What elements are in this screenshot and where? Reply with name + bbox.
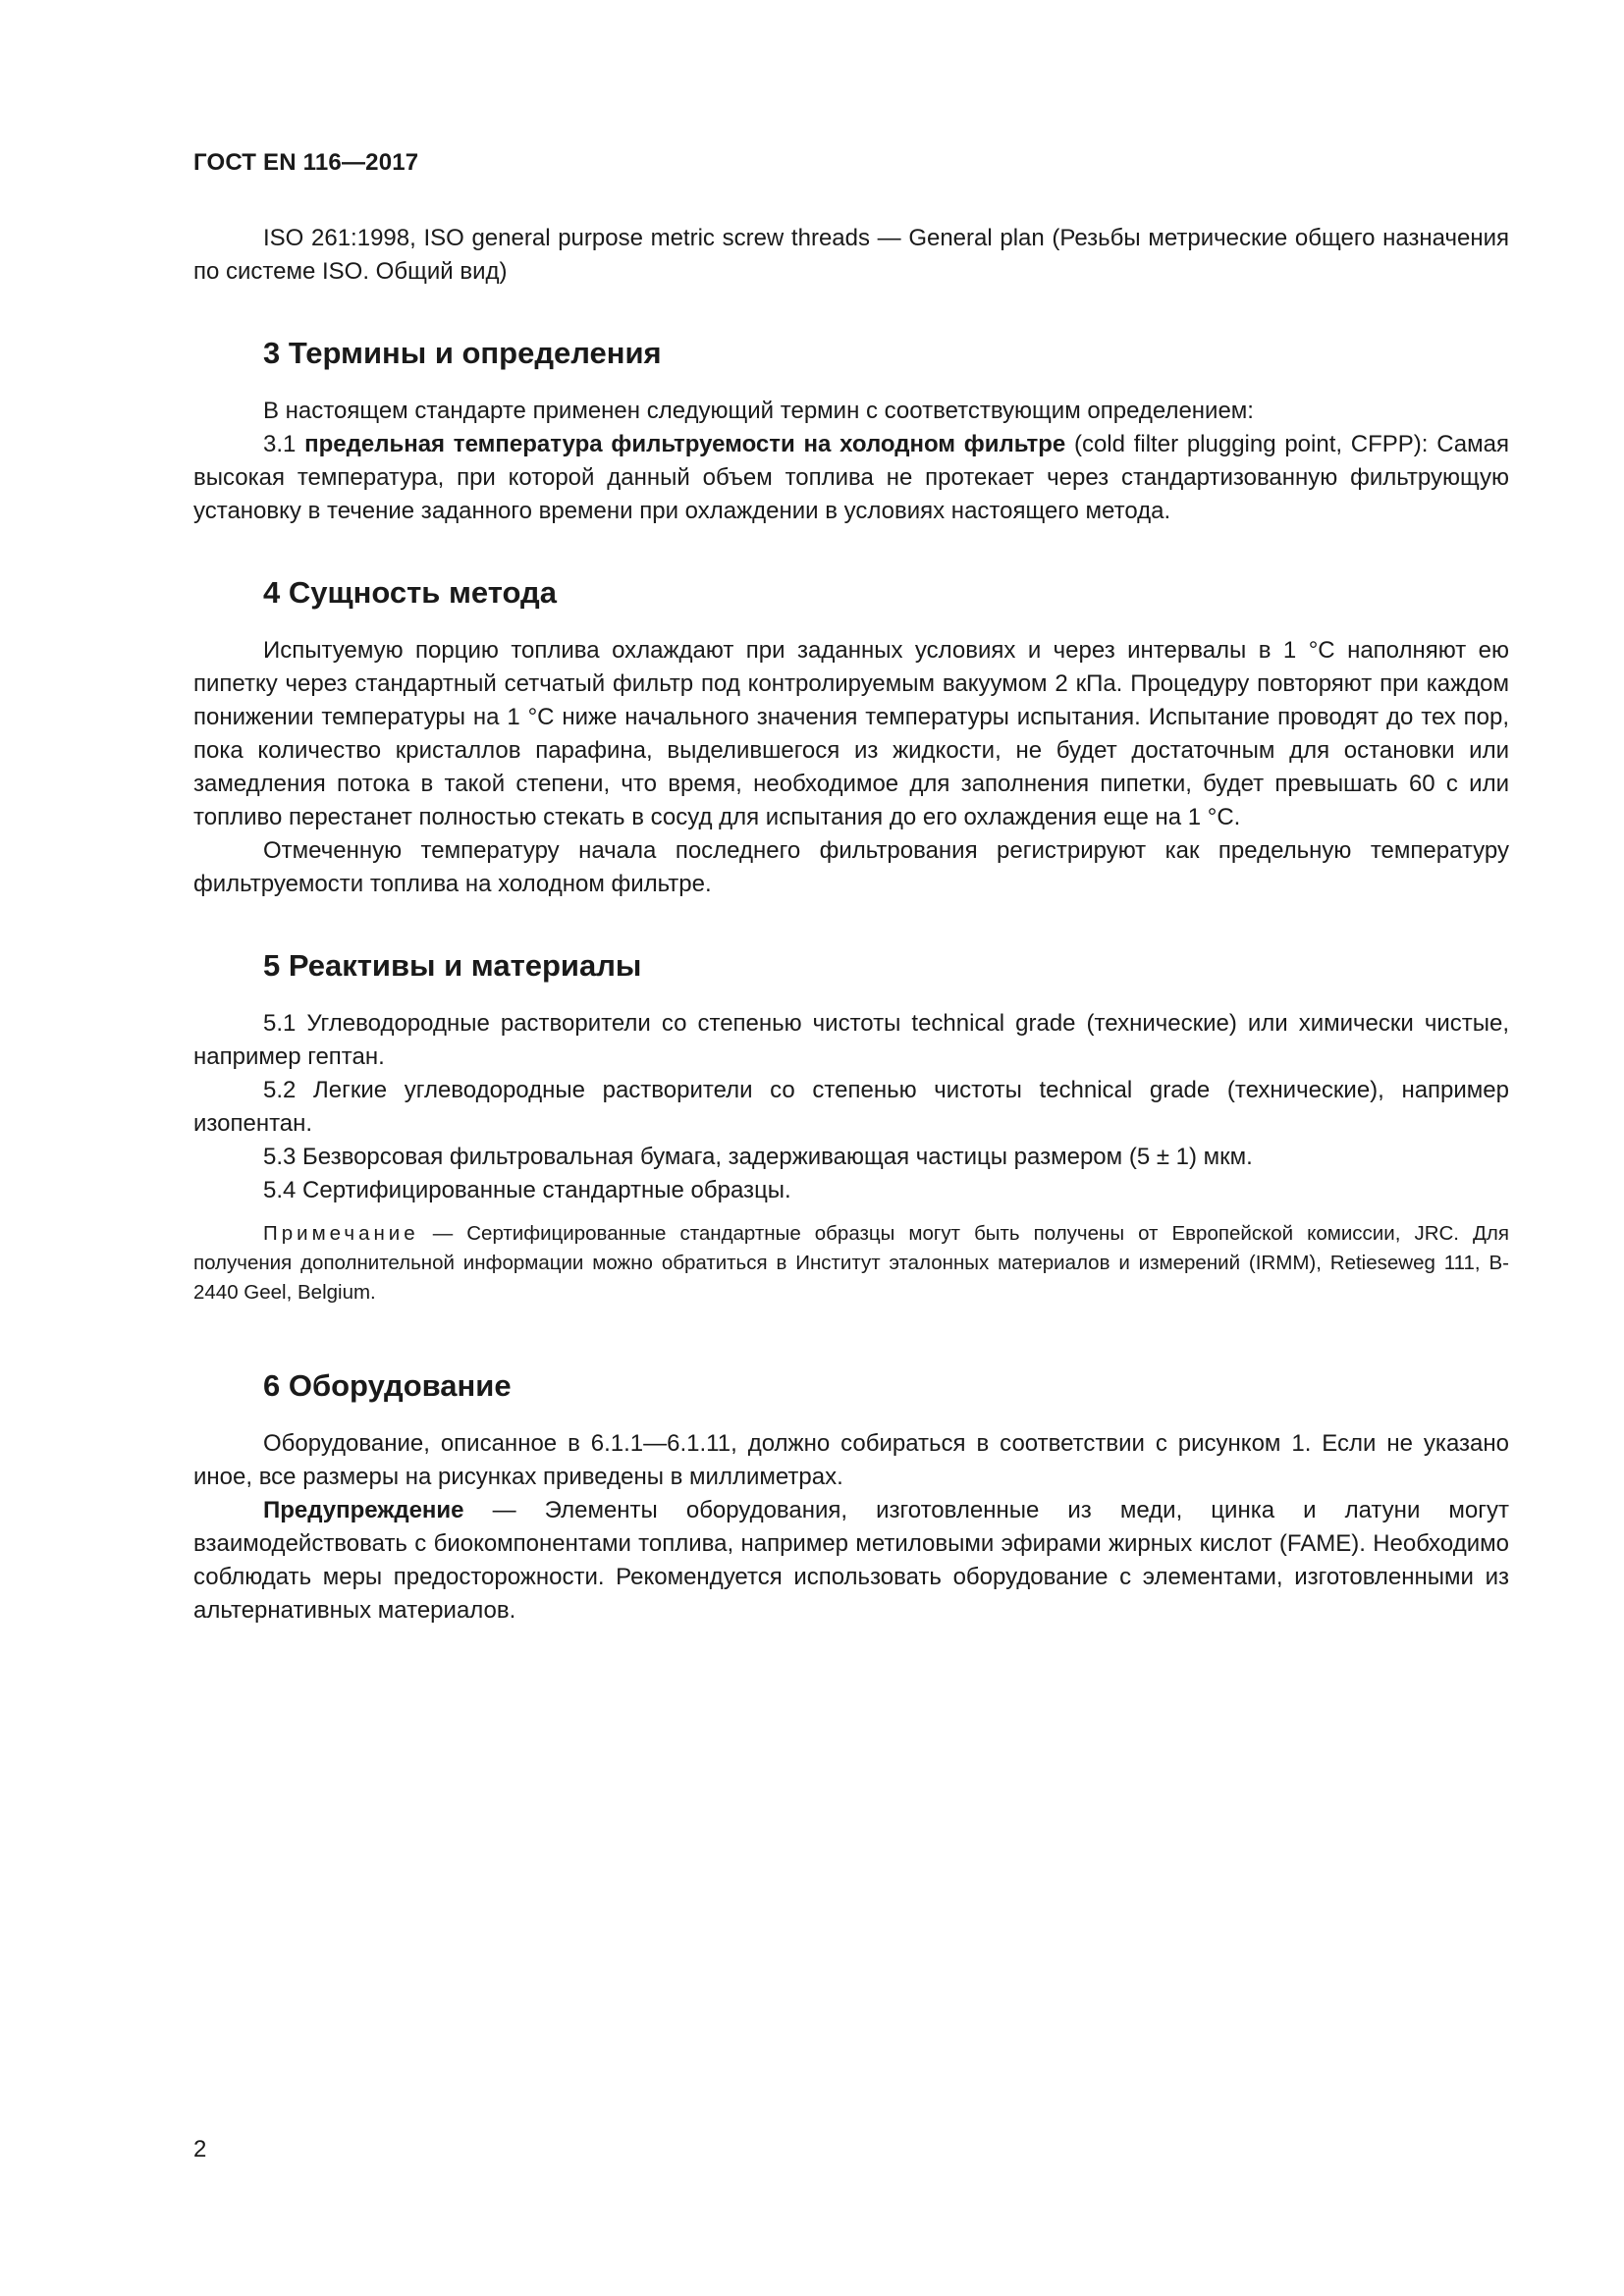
section-6-title: 6 Оборудование <box>263 1368 512 1403</box>
term-description: (cold filter plugging point, CFPP): Самая высокая температура, при которой данный объем топлива не протекает через стандартизованную фильтрующую установку в течение заданного времени при охлаждении в условиях настоящего метода. <box>193 431 1509 524</box>
section-4-paragraph-2: Отмеченную температуру начала последнего фильтрования регистрируют как предельную температуру фильтруемости топлива на холодном фильтре. <box>193 837 1509 897</box>
section-3-intro: В настоящем стандарте применен следующий термин с соответствующим определением: <box>263 398 1254 424</box>
warning-label: Предупреждение <box>263 1497 464 1523</box>
section-6-paragraph-1: Оборудование, описанное в 6.1.1—6.1.11, должно собираться в соответствии с рисунком 1. Если не указано иное, все размеры на рисунках приведены в миллиметрах. <box>193 1430 1509 1490</box>
reference-iso-261: ISO 261:1998, ISO general purpose metric screw threads — General plan (Резьбы метрические общего назначения по системе ISO. Общий вид) <box>193 225 1509 285</box>
standard-header: ГОСТ EN 116—2017 <box>193 149 419 176</box>
note-text: — Сертифицированные стандартные образцы могут быть получены от Европейской комиссии, JRC. Для получения дополнительной информации можно обратиться в Институт эталонных материалов и измерений (IRMM), Retieseweg 111, B-2440 Geel, Belgium. <box>193 1222 1509 1304</box>
section-3-title: 3 Термины и определения <box>263 336 662 370</box>
term-number: 3.1 <box>263 431 305 457</box>
section-6-warning <box>193 1494 1509 1628</box>
warning-text: — Элементы оборудования, изготовленные из меди, цинка и латуни могут взаимодействовать с биокомпонентами топлива, например метиловыми эфирами жирных кислот (FAME). Необходимо соблюдать меры предосторожности. Рекомендуется использовать оборудование с элементами, изготовленными из альтернативных материалов. <box>193 1497 1509 1624</box>
term-definition-3-1 <box>193 428 1509 528</box>
item-5-3: 5.3 Безворсовая фильтровальная бумага, задерживающая частицы размером (5 ± 1) мкм. <box>263 1144 1253 1170</box>
page-number: 2 <box>193 2136 207 2163</box>
item-5-1: 5.1 Углеводородные растворители со степенью чистоты technical grade (технические) или химически чистые, например гептан. <box>193 1010 1509 1070</box>
item-5-2: 5.2 Легкие углеводородные растворители со степенью чистоты technical grade (технические), например изопентан. <box>193 1077 1509 1137</box>
note-label: Примечание <box>263 1222 419 1245</box>
section-5-title: 5 Реактивы и материалы <box>263 948 642 983</box>
section-4-title: 4 Сущность метода <box>263 575 557 610</box>
page-content <box>193 222 1509 1628</box>
section-4-paragraph-1: Испытуемую порцию топлива охлаждают при заданных условиях и через интервалы в 1 °С наполняют ею пипетку через стандартный сетчатый фильтр под контролируемым вакуумом 2 кПа. Процедуру повторяют при каждом понижении температуры на 1 °С ниже начального значения температуры испытания. Испытание проводят до тех пор, пока количество кристаллов парафина, выделившегося из жидкости, не будет достаточным для остановки или замедления потока в такой степени, что время, необходимое для заполнения пипетки, будет превышать 60 с или топливо перестанет полностью стекать в сосуд для испытания до его охлаждения еще на 1 °С. <box>193 637 1509 830</box>
item-5-4: 5.4 Сертифицированные стандартные образцы. <box>263 1177 791 1203</box>
section-5-note <box>193 1219 1509 1308</box>
term-name: предельная температура фильтруемости на холодном фильтре <box>304 431 1066 457</box>
